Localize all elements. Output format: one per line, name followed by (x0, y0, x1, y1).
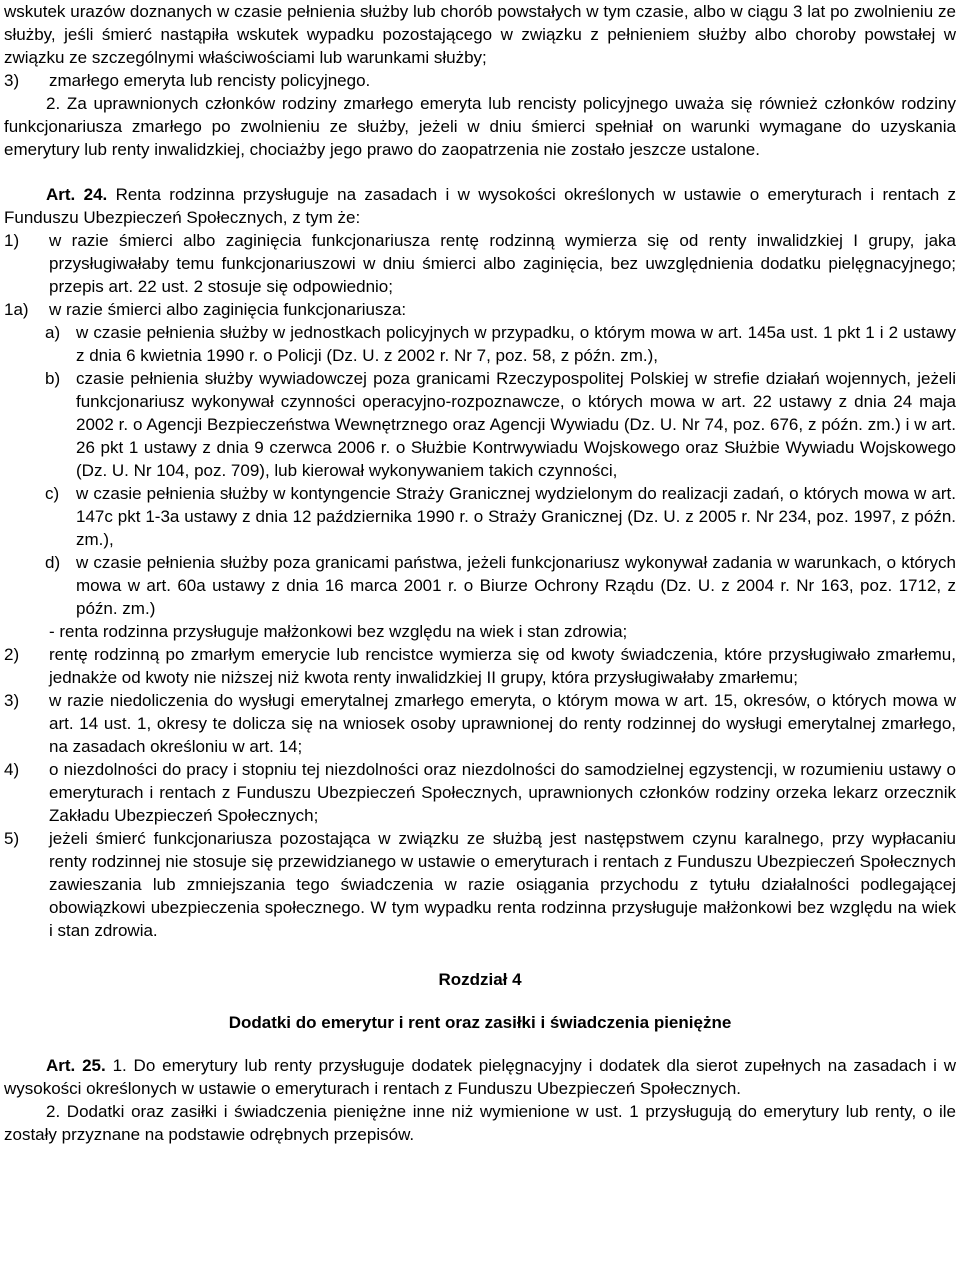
art25-para1-text: 1. Do emerytury lub renty przysługuje dodatek pielęgnacyjny i dodatek dla sierot zupełnych na zasadach i w wysokości określonych w ustawie o emeryturach i rentach z Funduszu Ubezpieczeń Społecznych. (4, 1056, 956, 1098)
sublist-text: w czasie pełnienia służby poza granicami państwa, jeżeli funkcjonariusz wykonywał zadania w warunkach, o których mowa w art. 60a ustawy z dnia 16 marca 2001 r. o Biurze Ochrony Rządu (Dz. U. z 2004 r. Nr 163, poz. 1712, z późn. zm.) (76, 553, 956, 618)
art24-intro (4, 183, 956, 229)
art24-item-3 (4, 689, 956, 758)
art24-item-1 (4, 229, 956, 298)
list-number: 5) (4, 829, 20, 848)
art24-subitem-b (4, 367, 956, 482)
sublist-letter: d) (45, 553, 61, 572)
list-number: 1) (4, 231, 20, 250)
list-text: jeżeli śmierć funkcjonariusza pozostająca w związku ze służbą jest następstwem czynu karalnego, przy wypłacaniu renty rodzinnej nie stosuje się przewidzianego w ustawie o emeryturach i rentach z Funduszu Ubezpieczeń Społecznych zawieszania lub zmniejszania tego świadczenia w razie osiągania przychodu z tytułu działalności podlegającej obowiązkowi ubezpieczenia społecznego. W tym wypadku renta rodzinna przysługuje małżonkowi bez względu na wiek i stan zdrowia. (49, 829, 956, 940)
list-number: 3) (4, 71, 20, 90)
list-text: w razie niedoliczenia do wysługi emerytalnej zmarłego emeryta, o którym mowa w art. 15, okresów, o których mowa w art. 14 ust. 1, okresy te dolicza się na wniosek osoby uprawnionej do renty rodzinnej do wysługi emerytalnej zmarłego, na zasadach określoniu w art. 14; (49, 691, 956, 756)
dash-line: - renta rodzinna przysługuje małżonkowi bez względu na wiek i stan zdrowia; (49, 622, 628, 641)
art24-subitem-d (4, 551, 956, 620)
art24-intro-text: Renta rodzinna przysługuje na zasadach i w wysokości określonych w ustawie o emeryturach i rentach z Funduszu Ubezpieczeń Społecznych, z tym że: (4, 185, 956, 227)
art25-para2: 2. Dodatki oraz zasiłki i świadczenia pieniężne inne niż wymienione w ust. 1 przysługują do emerytury lub renty, o ile zostały przyznane na podstawie odrębnych przepisów. (4, 1102, 956, 1144)
sublist-text: w czasie pełnienia służby w jednostkach policyjnych w przypadku, o którym mowa w art. 145a ust. 1 pkt 1 i 2 ustawy z dnia 6 kwietnia 1990 r. o Policji (Dz. U. z 2002 r. Nr 7, poz. 58, z późn. zm.), (76, 323, 956, 365)
art24-label: Art. 24. (46, 185, 108, 204)
list-text: o niezdolności do pracy i stopniu tej niezdolności oraz niezdolności do samodzielnej egzystencji, w rozumieniu ustawy o emeryturach i rentach z Funduszu Ubezpieczeń Społecznych, uprawnionych członków rodziny orzeka lekarz orzecznik Zakładu Ubezpieczeń Społecznych; (49, 760, 956, 825)
spacer (4, 161, 956, 183)
spacer (4, 991, 956, 1011)
list-number: 3) (4, 691, 20, 710)
list-number: 2) (4, 645, 20, 664)
art24-item-5 (4, 827, 956, 942)
art25-label: Art. 25. (46, 1056, 106, 1075)
paragraph-2: 2. Za uprawnionych członków rodziny zmarłego emeryta lub rencisty policyjnego uważa się również członków rodziny funkcjonariusza zmarłego po zwolnieniu ze służby, jeżeli w dniu śmierci spełniał on warunki wymagane do uzyskania emerytury lub renty inwalidzkiej, chociażby jego prawo do zaopatrzenia nie zostało jeszcze ustalone. (4, 94, 956, 159)
sublist-text: w czasie pełnienia służby w kontyngencie Straży Granicznej wydzielonym do realizacji zadań, o których mowa w art. 147c pkt 1-3a ustawy z dnia 12 października 1990 r. o Straży Granicznej (Dz. U. z 2005 r. Nr 234, poz. 1997, z późn. zm.), (76, 484, 956, 549)
spacer (4, 942, 956, 968)
chapter-subtitle: Dodatki do emerytur i rent oraz zasiłki i świadczenia pieniężne (228, 1013, 732, 1032)
sublist-text: czasie pełnienia służby wywiadowczej poza granicami Rzeczypospolitej Polskiej w strefie działań wojennych, jeżeli funkcjonariusz wykonywał czynności operacyjno-rozpoznawcze, o których mowa w art. 22 ustawy z dnia 24 maja 2002 r. o Agencji Bezpieczeństwa Wewnętrznego oraz Agencji Wywiadu (Dz. U. Nr 74, poz. 676, z późn. zm.) i w art. 26 pkt 1 ustawy z dnia 9 czerwca 2006 r. o Służbie Kontrwywiadu Wojskowego oraz Służbie Wywiadu Wojskowego (Dz. U. Nr 104, poz. 709), lub kierował wykonywaniem takich czynności, (76, 369, 956, 480)
list-text: w razie śmierci albo zaginięcia funkcjonariusza: (49, 300, 407, 319)
sublist-letter: a) (45, 323, 61, 342)
list-text: zmarłego emeryta lub rencisty policyjnego. (49, 71, 371, 90)
sublist-letter: c) (45, 484, 60, 503)
art24-subitem-a (4, 321, 956, 367)
art24-item-1a (4, 298, 956, 321)
list-text: w razie śmierci albo zaginięcia funkcjonariusza rentę rodzinną wymierza się od renty inwalidzkiej I grupy, jaka przysługiwałaby temu funkcjonariuszowi w dniu śmierci albo zaginięcia, bez uwzględnienia dodatku pielęgnacyjnego; przepis art. 22 ust. 2 stosuje się odpowiednio; (49, 231, 956, 296)
list-text: rentę rodzinną po zmarłym emerycie lub rencistce wymierza się od kwoty świadczenia, które przysługiwało zmarłemu, jednakże od kwoty nie niższej niż kwota renty inwalidzkiej II grupy, która przysługiwałaby zmarłemu; (49, 645, 956, 687)
chapter-title: Rozdział 4 (438, 970, 522, 989)
list-number: 4) (4, 760, 20, 779)
art24-subitem-c (4, 482, 956, 551)
list-number: 1a) (4, 300, 29, 319)
list-item-3 (4, 69, 956, 92)
spacer (4, 1034, 956, 1054)
art24-item-4 (4, 758, 956, 827)
art24-item-2 (4, 643, 956, 689)
art25-para1 (4, 1054, 956, 1100)
continuation-paragraph: wskutek urazów doznanych w czasie pełnienia służby lub chorób powstałych w tym czasie, albo w ciągu 3 lat po zwolnieniu ze służby, jeśli śmierć nastąpiła wskutek wypadku pozostającego w związku z pełnieniem służby albo choroby powstałej w związku ze szczególnymi właściwościami lub warunkami służby; (4, 2, 956, 67)
sublist-letter: b) (45, 369, 61, 388)
